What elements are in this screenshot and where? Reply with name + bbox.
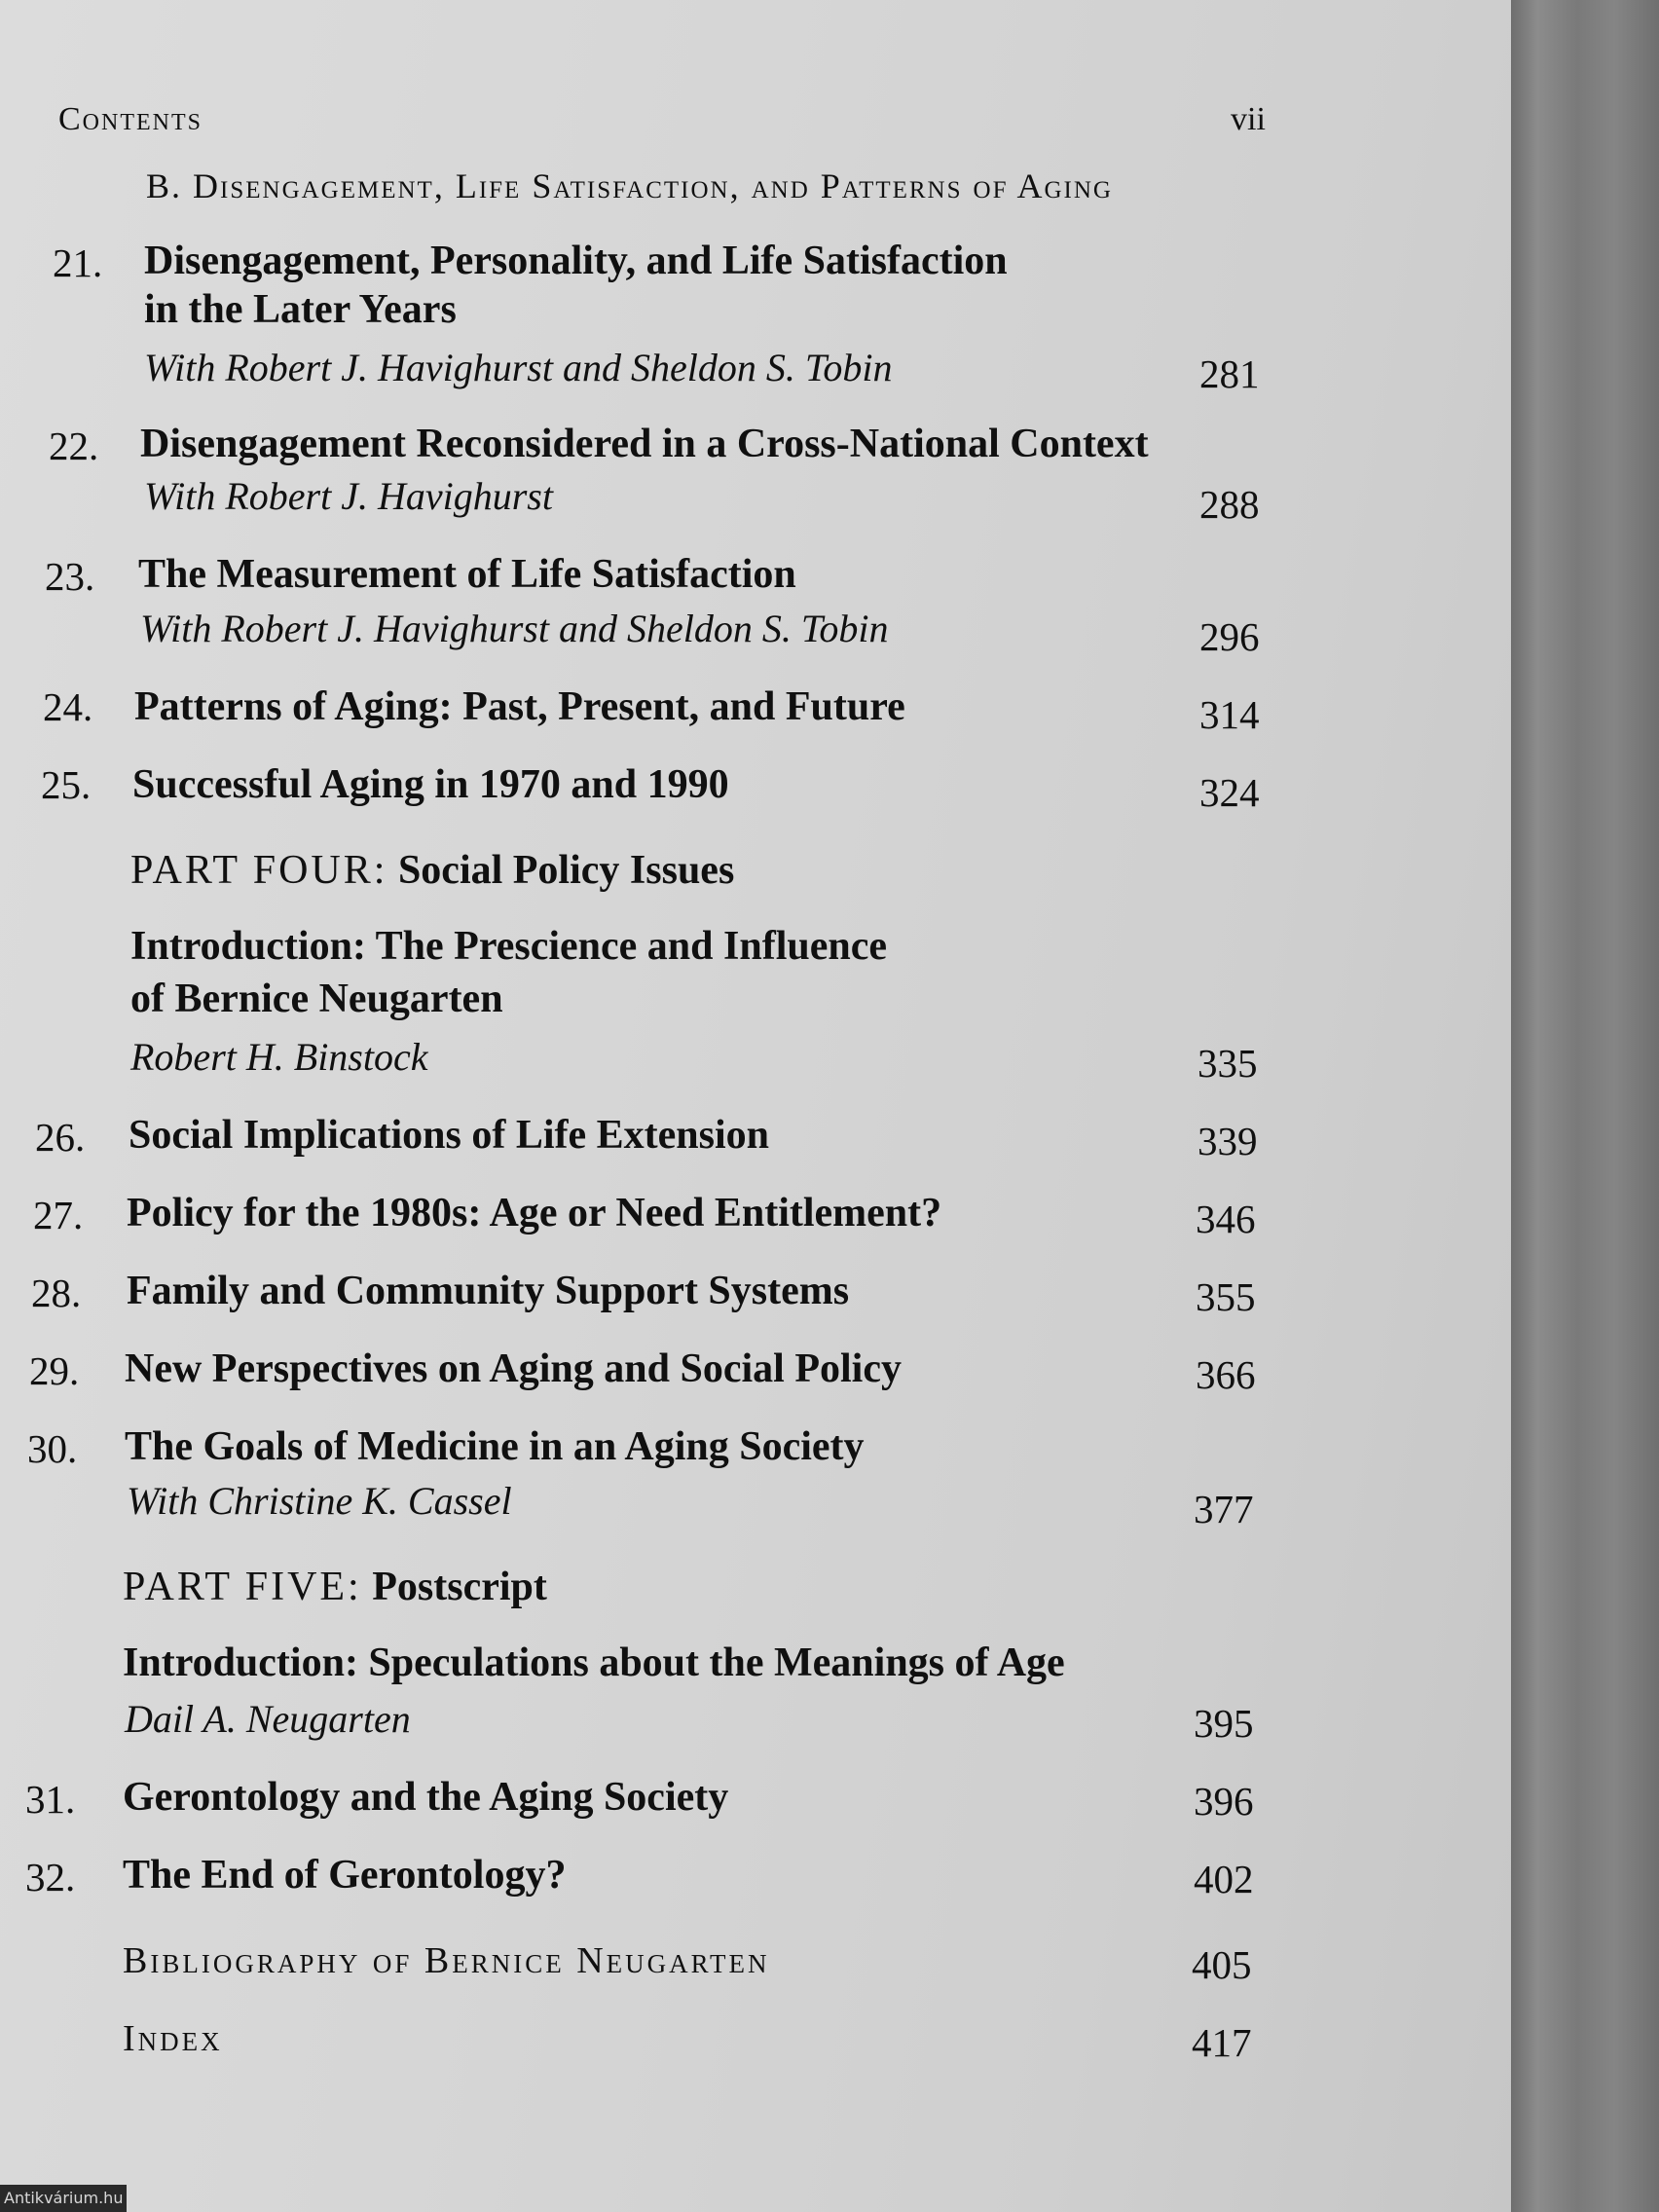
part-five-label: PART FIVE: (123, 1565, 362, 1609)
intro-title: Introduction: Speculations about the Meanings of Age (123, 1641, 1065, 1685)
entry-page: 314 (1199, 692, 1260, 737)
entry-page: 324 (1199, 770, 1260, 815)
entry-number: 28. (31, 1271, 82, 1315)
part-five-name: Postscript (372, 1565, 547, 1609)
bibliography-label: Bibliography of Bernice Neugarten (123, 1940, 770, 1981)
entry-title: Successful Aging in 1970 and 1990 (132, 762, 729, 807)
entry-title: Policy for the 1980s: Age or Need Entitlement? (127, 1191, 942, 1235)
entry-author: With Robert J. Havighurst and Sheldon S. Tobin (144, 346, 893, 389)
entry-title: Patterns of Aging: Past, Present, and Future (134, 684, 905, 729)
watermark: Antikvárium.hu (0, 2185, 127, 2212)
entry-page: 296 (1199, 614, 1260, 659)
entry-title: Family and Community Support Systems (127, 1269, 850, 1313)
entry-author: With Robert J. Havighurst (144, 474, 553, 518)
entry-number: 25. (41, 762, 92, 807)
index-page: 417 (1192, 2020, 1252, 2065)
entry-number: 21. (53, 240, 103, 285)
page-number: vii (1231, 101, 1266, 137)
entry-title: Disengagement, Personality, and Life Satisfaction (144, 239, 1008, 283)
entry-number: 26. (35, 1115, 86, 1160)
entry-number: 24. (43, 684, 93, 729)
intro-title-cont: of Bernice Neugarten (130, 977, 503, 1021)
entry-title: Gerontology and the Aging Society (123, 1775, 729, 1820)
entry-title: The End of Gerontology? (123, 1853, 567, 1898)
entry-number: 30. (27, 1426, 78, 1471)
entry-page: 346 (1196, 1197, 1256, 1241)
entry-page: 355 (1196, 1274, 1256, 1319)
intro-author: Dail A. Neugarten (125, 1697, 411, 1741)
entry-title: Disengagement Reconsidered in a Cross-National Context (140, 422, 1149, 466)
entry-page: 339 (1198, 1119, 1258, 1163)
entry-author: With Robert J. Havighurst and Sheldon S. Tobin (140, 607, 889, 650)
entry-title-cont: in the Later Years (144, 287, 457, 332)
entry-page: 377 (1194, 1487, 1254, 1531)
part-four-heading (130, 847, 734, 894)
intro-page: 395 (1194, 1701, 1254, 1746)
page-edge-shadow (1511, 0, 1659, 2212)
entry-page: 288 (1199, 482, 1260, 527)
entry-number: 29. (29, 1348, 80, 1393)
entry-number: 22. (49, 424, 99, 468)
entry-number: 23. (45, 554, 95, 599)
entry-number: 32. (25, 1855, 76, 1899)
entry-page: 366 (1196, 1352, 1256, 1397)
part-four-name: Social Policy Issues (397, 848, 735, 893)
entry-number: 31. (25, 1777, 76, 1822)
entry-number: 27. (33, 1193, 84, 1237)
part-four-label: PART FOUR: (130, 848, 388, 893)
intro-page: 335 (1198, 1041, 1258, 1086)
entry-title: Social Implications of Life Extension (129, 1113, 770, 1158)
section-heading: B. Disengagement, Life Satisfaction, and Patterns of Aging (146, 166, 1113, 205)
entry-title: The Goals of Medicine in an Aging Society (125, 1424, 865, 1469)
entry-author: With Christine K. Cassel (127, 1479, 512, 1523)
entry-page: 396 (1194, 1779, 1254, 1824)
intro-title: Introduction: The Prescience and Influence (130, 924, 888, 969)
bibliography-page: 405 (1192, 1942, 1252, 1987)
entry-page: 402 (1194, 1857, 1254, 1901)
entry-page: 281 (1199, 351, 1260, 396)
intro-author: Robert H. Binstock (130, 1035, 428, 1079)
index-label: Index (123, 2018, 223, 2059)
entry-title: New Perspectives on Aging and Social Policy (125, 1346, 902, 1391)
entry-title: The Measurement of Life Satisfaction (138, 552, 796, 597)
running-title: Contents (58, 101, 203, 137)
part-five-heading (123, 1564, 547, 1610)
